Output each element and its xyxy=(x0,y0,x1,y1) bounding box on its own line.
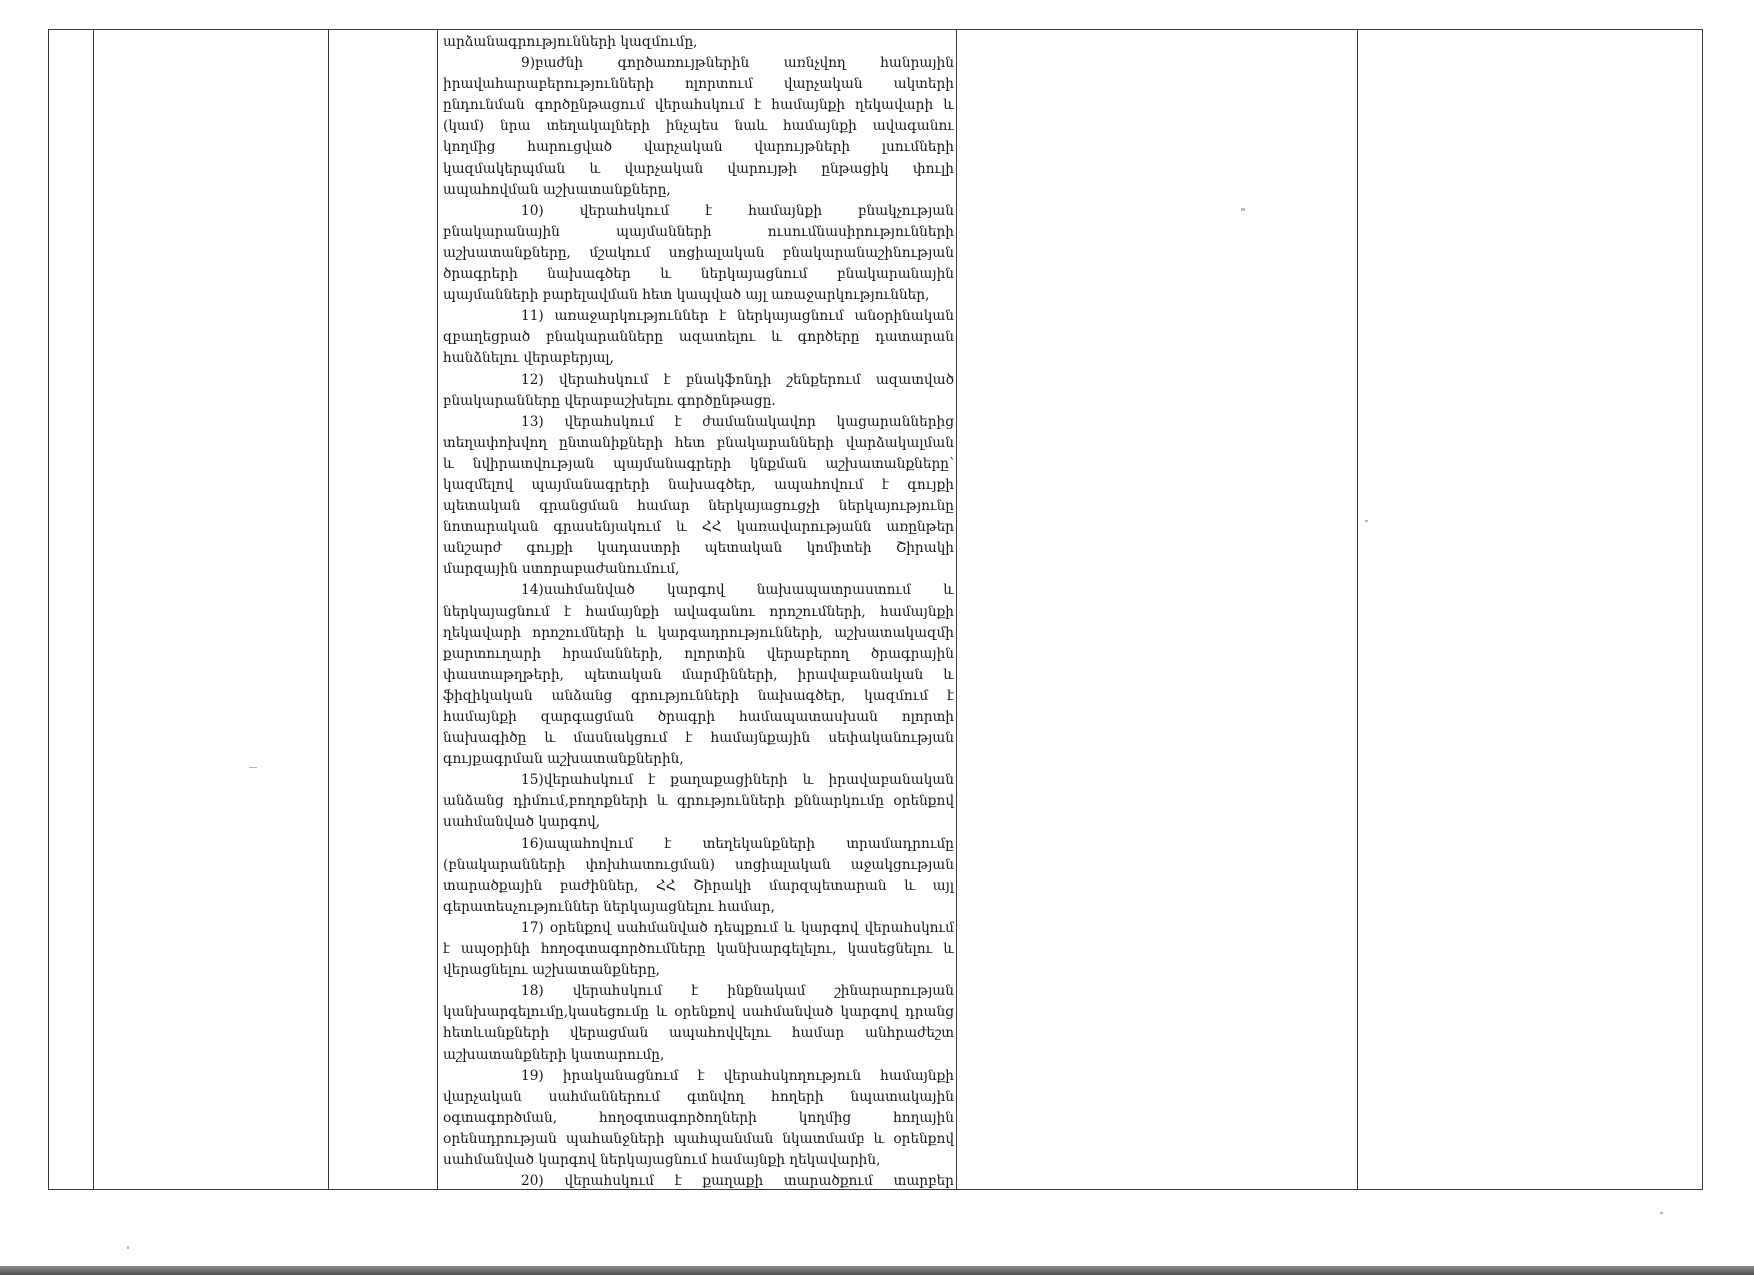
scan-speck xyxy=(1365,520,1368,522)
text-line: փաստաթղթերի, պետական մարմինների, իրավաբանական և xyxy=(443,666,954,683)
text-line: կազմելով պայմանագրերի նախագծեր, ապահովում է գույքի xyxy=(443,476,954,493)
text-line: արձանագրությունների կազմումը, xyxy=(443,34,698,50)
text-line: անշարժ գույքի կադաստրի պետական կոմիտեի Շիրակի xyxy=(443,540,954,557)
column-divider xyxy=(956,30,957,1189)
paragraph xyxy=(443,412,954,581)
text-line: 12) վերահսկում է բնակֆոնդի շենքերում ազատված xyxy=(521,371,954,388)
paragraph xyxy=(443,1171,954,1189)
text-line: անձանց դիմում,բողոքների և գրությունների քննարկումը օրենքով xyxy=(443,793,954,810)
text-line: ապահովման աշխատանքները, xyxy=(443,181,671,198)
text-line: ներկայացնում է համայնքի ավագանու որոշումների, համայնքի xyxy=(443,603,954,620)
text-line: պայմանների բարելավման հետ կապված այլ առաջարկություններ, xyxy=(443,287,930,304)
text-line: ընդունման գործընթացում վերահսկում է համայնքի ղեկավարի և xyxy=(443,97,954,114)
text-line: ղեկավարի որոշումների և կարգադրությունների, աշխատակազմի xyxy=(443,624,954,641)
scan-speck xyxy=(1241,208,1245,211)
text-line: բնակարանները վերաբաշխելու գործընթացը. xyxy=(443,392,776,409)
text-line: 15)վերահսկում է քաղաքացիների և իրավաբանական xyxy=(521,772,954,789)
text-line: է ապօրինի հողօգտագործումները կանխարգելելու, կասեցնելու և xyxy=(443,941,954,958)
paragraph xyxy=(443,981,954,1065)
text-line: նախագիծը և մասնակցում է համայնքային սեփականության xyxy=(443,730,954,747)
text-line: բնակարանային պայմանների ուսումնասիրությունների xyxy=(443,223,954,240)
paragraph xyxy=(443,580,954,770)
text-line: ֆիզիկական անձանց գրությունների նախագծեր, կազմում է xyxy=(443,687,954,704)
column-divider xyxy=(1357,30,1358,1189)
scan-speck xyxy=(249,767,257,768)
text-line: սահմանված կարգով, xyxy=(443,814,601,831)
text-line: պետական գրանցման համար ներկայացուցչի ներկայությունը xyxy=(443,498,954,515)
text-line: 16)ապահովում է տեղեկանքների տրամադրումը xyxy=(521,835,954,852)
text-line: կանխարգելումը,կասեցումը և օրենքով սահմանված կարգով դրանց xyxy=(443,1004,954,1021)
text-line: (կամ) նրա տեղակալների ինչպես նաև համայնքի ավագանու xyxy=(443,118,954,135)
text-line: վերացնելու աշխատանքները, xyxy=(443,962,661,979)
text-line: իրավահարաբերությունների ոլորտում վարչական ակտերի xyxy=(443,76,954,93)
text-line: վարչական սահմաններում գտնվող հողերի նպատակային xyxy=(443,1088,954,1105)
paragraph xyxy=(443,201,954,306)
scan-speck xyxy=(127,1246,129,1249)
text-line: զբաղեցրած բնակարանները ազատելու և գործերը դատարան xyxy=(443,329,954,346)
text-line: 11) առաջարկություններ է ներկայացնում անօրինական xyxy=(521,308,954,325)
text-line: և նվիրատվության պայմանագրերի կնքման աշխատանքները՝ xyxy=(443,455,954,472)
paragraph xyxy=(443,370,954,412)
text-line: հանձնելու վերաբերյալ, xyxy=(443,350,614,367)
text-line: 10) վերահսկում է համայնքի բնակչության xyxy=(521,202,954,219)
text-line: կազմակերպման և վարչական վարույթի ընթացիկ փուլի xyxy=(443,160,954,177)
text-line: 14)սահմանված կարգով նախապատրաստում և xyxy=(521,582,954,599)
text-line: օրենսդրության պահանջների պահպանման նկատմամբ և օրենքով xyxy=(443,1130,954,1147)
text-line: ծրագրերի նախագծեր և ներկայացնում բնակարանային xyxy=(443,266,954,283)
paragraph xyxy=(443,1066,954,1171)
text-line: 20) վերահսկում է քաղաքի տարածքում տարբեր xyxy=(521,1173,954,1189)
text-line: գերատեսչություններ ներկայացնելու համար, xyxy=(443,898,775,915)
text-line: սահմանված կարգով ներկայացնում համայնքի ղեկավարին, xyxy=(443,1151,881,1168)
text-line: 19) իրականացնում է վերահսկողություն համայնքի xyxy=(521,1067,954,1084)
text-line: աշխատանքների կատարումը, xyxy=(443,1046,665,1063)
column-divider xyxy=(328,30,329,1189)
paragraph xyxy=(443,918,954,981)
text-line: 17) օրենքով սահմանված դեպքում և կարգով վերահսկում xyxy=(521,919,954,936)
paragraph xyxy=(443,770,954,833)
text-line: օգտագործման, հողօգտագործողների կողմից հողային xyxy=(443,1109,954,1126)
text-line: 9)բաժնի գործառույթներին առնչվող հանրային xyxy=(521,55,954,72)
paragraph xyxy=(443,306,954,369)
responsibilities-text-cell xyxy=(438,30,956,1189)
scanner-edge-bar xyxy=(0,1266,1754,1275)
paragraph xyxy=(443,53,954,201)
text-line: հետևանքների վերացման ապահովվելու համար անհրաժեշտ xyxy=(443,1025,954,1042)
text-line: մարզային ստորաբաժանումում, xyxy=(443,561,680,578)
text-line: գույքագրման աշխատանքներին, xyxy=(443,751,684,768)
text-line: կողմից հարուցված վարչական վարույթների լսումների xyxy=(443,139,954,156)
text-line: համայնքի զարգացման ծրագրի համապատասխան ոլորտի xyxy=(443,709,954,725)
text-line: տեղափոխվող ընտանիքների հետ բնակարանների վարձակալման xyxy=(443,434,954,451)
column-divider xyxy=(93,30,94,1189)
scan-speck xyxy=(1660,1212,1663,1214)
document-table xyxy=(48,29,1703,1190)
paragraph xyxy=(443,32,954,53)
paragraph xyxy=(443,834,954,918)
text-line: աշխատանքները, մշակում սոցիալական բնակարանաշինության xyxy=(443,244,954,261)
text-line: նոտարական գրասենյակում և ՀՀ կառավարությանն առընթեր xyxy=(443,519,954,536)
text-line: քարտուղարի հրամանների, ոլորտին վերաբերող ծրագրային xyxy=(443,645,954,662)
text-line: 13) վերահսկում է ժամանակավոր կացարաններից xyxy=(521,413,954,430)
text-line: տարածքային բաժիններ, ՀՀ Շիրակի մարզպետարան և այլ xyxy=(443,877,954,894)
text-line: 18) վերահսկում է ինքնակամ շինարարության xyxy=(521,983,954,1000)
text-line: (բնակարանների փոխհատուցման) սոցիալական աջակցության xyxy=(443,856,954,873)
